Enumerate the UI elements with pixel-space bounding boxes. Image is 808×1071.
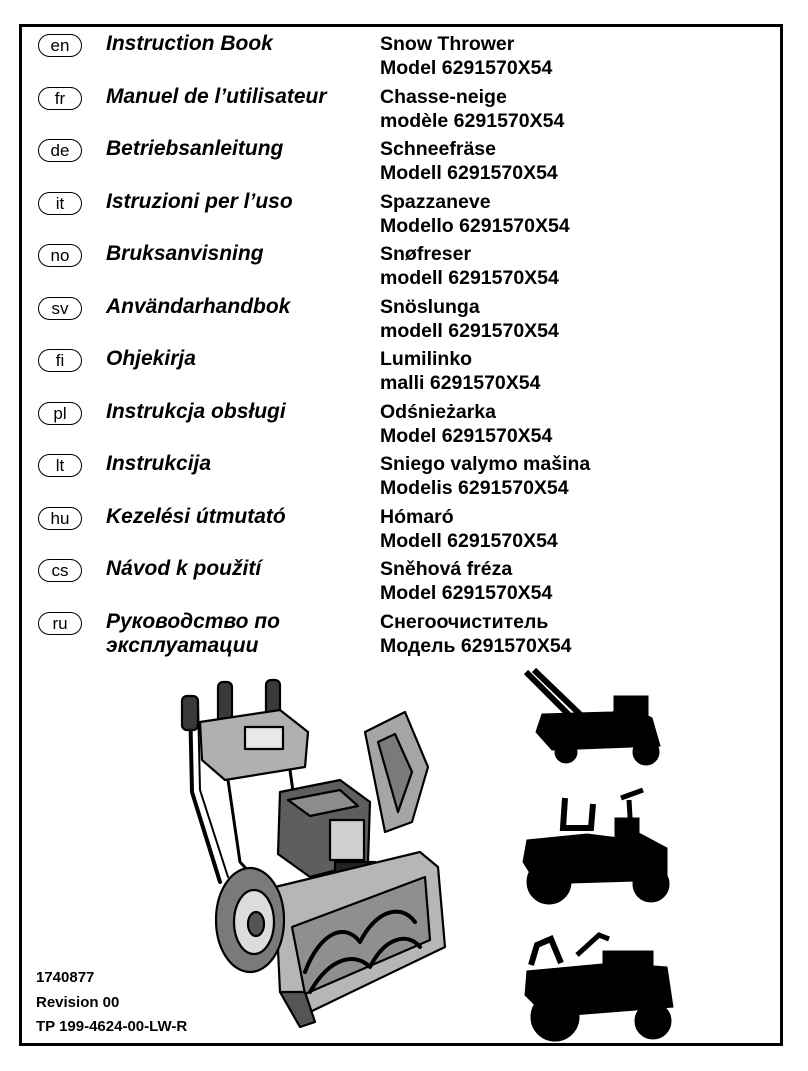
lawn-mower-icon [522,668,672,768]
language-code-badge: lt [38,454,82,477]
product-model: Model 6291570X54 [380,582,553,604]
language-row-sv [38,295,778,348]
manual-title: Manuel de l’utilisateur [106,84,327,108]
language-row-fi [38,347,778,400]
product-type: Snow Thrower [380,33,515,55]
manual-title: Instrukcija [106,452,212,475]
revision: Revision 00 [36,993,120,1011]
manual-title [106,610,280,658]
product-type: Snøfreser [380,243,472,265]
product-model: Model 6291570X54 [380,424,553,447]
product-name [380,452,590,500]
language-code-badge: fi [38,349,82,372]
manual-title: Istruzioni per l’uso [106,189,293,213]
language-row-en [38,32,778,85]
manual-title-line-1: Руководство по [106,609,280,633]
manual-title: Ohjekirja [106,347,196,370]
product-model: modell 6291570X54 [380,319,559,342]
product-model: malli 6291570X54 [380,372,541,394]
language-code-badge: cs [38,559,82,582]
front-engine-rider-icon [517,788,672,908]
product-name [380,347,540,395]
language-code-badge: en [38,34,82,57]
product-name [380,610,572,658]
product-type: Sněhová fréza [380,558,513,580]
language-row-hu [38,505,778,558]
lawn-tractor-icon [517,925,677,1045]
product-model: modèle 6291570X54 [380,109,565,132]
document-reference [36,966,187,1040]
part-number: 1740877 [36,969,95,986]
product-name [380,85,564,133]
product-type: Снегоочиститель [380,610,549,633]
product-model: Modell 6291570X54 [380,529,558,552]
product-type: Schneefräse [380,138,496,160]
language-list [38,32,778,662]
product-type: Spazzaneve [380,190,491,213]
product-model: Модель 6291570X54 [380,634,572,657]
product-name [380,190,570,238]
product-model: Modell 6291570X54 [380,162,558,184]
product-name [380,557,552,605]
product-model: Model 6291570X54 [380,57,553,79]
snow-thrower-illustration [180,672,480,1042]
product-type: Hómaró [380,505,454,528]
manual-title: Användarhandbok [106,294,291,318]
language-row-ru [38,610,778,663]
product-model: modell 6291570X54 [380,267,559,289]
manual-title: Instrukcja obsługi [106,399,286,423]
product-type: Lumilinko [380,348,473,370]
product-model: Modello 6291570X54 [380,214,570,237]
language-code-badge: no [38,244,82,267]
language-code-badge: it [38,192,82,215]
language-row-pl [38,400,778,453]
product-type: Sniego valymo mašina [380,453,591,475]
language-row-fr [38,85,778,138]
language-row-cs [38,557,778,610]
language-code-badge: sv [38,297,82,320]
product-name [380,295,559,343]
language-row-de [38,137,778,190]
language-row-it [38,190,778,243]
product-name [380,400,552,448]
product-name [380,137,558,185]
product-name [380,505,558,553]
language-row-no [38,242,778,295]
product-model: Modelis 6291570X54 [380,477,569,499]
manual-title: Bruksanvisning [106,242,264,265]
language-code-badge: hu [38,507,82,530]
language-code-badge: fr [38,87,82,110]
language-code-badge: ru [38,612,82,635]
language-code-badge: de [38,139,82,162]
language-code-badge: pl [38,402,82,425]
tp-code: TP 199-4624-00-LW-R [36,1018,188,1035]
manual-title: Kezelési útmutató [106,504,286,528]
manual-title-line-2: эксплуатации [106,633,259,657]
product-type: Snöslunga [380,295,480,318]
product-name [380,242,559,290]
product-name [380,32,552,80]
manual-title: Návod k použití [106,557,262,580]
product-type: Chasse-neige [380,85,507,108]
language-row-lt [38,452,778,505]
manual-title: Instruction Book [106,32,273,55]
manual-title: Betriebsanleitung [106,137,284,160]
product-type: Odśnieżarka [380,400,496,423]
